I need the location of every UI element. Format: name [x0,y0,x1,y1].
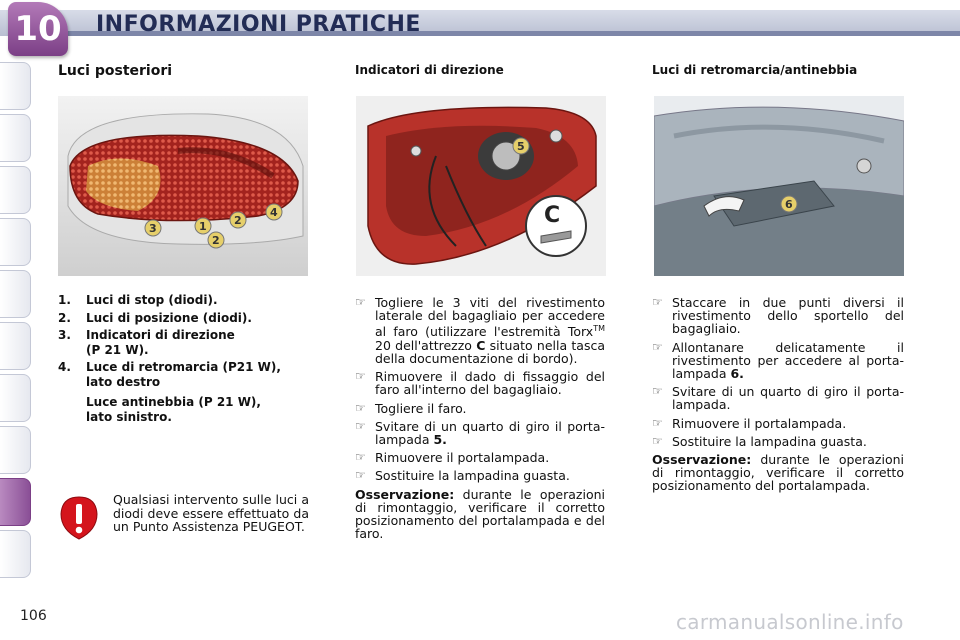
svg-text:4: 4 [270,206,278,219]
chapter-tab-10-active[interactable] [0,478,31,526]
instruction-step: ☞ Togliere il faro. [355,400,467,416]
direction-indicator-illustration [356,96,606,276]
svg-text:C: C [544,203,561,228]
pointing-hand-icon: ☞ [355,450,366,465]
legend-number: 4. [58,360,71,374]
warning-icon [60,496,98,540]
pointing-hand-icon: ☞ [355,295,366,309]
instruction-step: ☞ Sostituire la lampadina guasta. [355,468,570,484]
pointing-hand-icon: ☞ [652,433,663,448]
instruction-step: ☞ Rimuovere il portalampada. [355,450,550,466]
svg-text:3: 3 [149,222,157,235]
instruction-step: ☞ Rimuovere il dado di fissaggio del faro all'interno del bagagliaio. [355,369,605,398]
section-heading-reverse-fog: Luci di retromarcia/antinebbia [652,63,858,77]
legend-number: 2. [58,310,71,325]
page-header [0,0,960,49]
callout-2-lower [208,232,224,248]
chapter-tab-11[interactable] [0,530,31,578]
chapter-tab-4[interactable] [0,218,31,266]
pointing-hand-icon: ☞ [652,339,663,354]
chapter-tabs [0,62,34,578]
chapter-tab-8[interactable] [0,426,31,474]
instruction-step: ☞ Togliere le 3 viti del rivestimento laterale del bagagliaio per accedere al faro (utilizzare l'estremità Torx™ 20 dell'attrezzo C situato nella tasca della documentazione di bordo). [355,295,606,366]
chapter-badge: 10 [8,2,68,56]
chapter-tab-6[interactable] [0,322,31,370]
callout-3 [145,220,161,236]
svg-text:2: 2 [234,214,242,227]
instruction-step: ☞ Svitare di un quarto di giro il porta-lampada 5. [355,418,605,447]
callout-5 [513,138,529,154]
instruction-step: ☞ Svitare di un quarto di giro il porta-lampada. [652,384,904,413]
pointing-hand-icon: ☞ [652,295,663,309]
legend-text: Luce di retromarcia (P21 W), lato destro [86,360,281,389]
svg-text:1: 1 [199,220,207,233]
legend-text: Luci di stop (diodi). [86,293,218,307]
svg-text:2: 2 [212,234,220,247]
chapter-tab-1[interactable] [0,62,31,110]
svg-text:5: 5 [517,140,525,153]
legend-text: Luci di posizione (diodi). [86,310,252,325]
pointing-hand-icon: ☞ [355,369,366,384]
legend-item [58,293,318,308]
chapter-tab-5[interactable] [0,270,31,318]
section-heading-direction-indicators: Indicatori di direzione [355,63,504,77]
pointing-hand-icon: ☞ [652,415,663,430]
rear-lights-legend [58,293,318,427]
legend-item [58,328,318,357]
observation-note: Osservazione: durante le operazioni di rimontaggio, verificare il corretto posizionamento del portalampada. [652,452,904,494]
instruction-step: ☞ Staccare in due punti diversi il rivestimento dello sportello del bagagliaio. [652,295,904,337]
page-title: INFORMAZIONI PRATICHE [96,12,421,37]
legend-item [58,311,318,326]
observation-note: Osservazione: durante le operazioni di rimontaggio, verificare il corretto posizionamento del portalampada e del faro. [355,486,605,542]
chapter-tab-3[interactable] [0,166,31,214]
legend-number: 1. [58,293,71,307]
reverse-fog-illustration [654,96,904,276]
page-number: 106 [20,608,47,624]
callout-4 [266,204,282,220]
legend-item [58,360,318,389]
rear-lamp-illustration [58,96,308,276]
reverse-fog-instructions [652,296,904,493]
chapter-tab-7[interactable] [0,374,31,422]
pointing-hand-icon: ☞ [355,400,366,415]
pointing-hand-icon: ☞ [652,384,663,399]
tool-c-inset [526,196,586,256]
direction-indicator-instructions [355,296,605,540]
pointing-hand-icon: ☞ [355,418,366,433]
callout-1 [195,218,211,234]
instruction-step: ☞ Sostituire la lampadina guasta. [652,433,867,449]
legend-text-extra: Luce antinebbia (P 21 W), lato sinistro. [86,395,261,424]
instruction-step: ☞ Rimuovere il portalampada. [652,415,847,431]
legend-number: 3. [58,328,71,342]
section-heading-rear-lights: Luci posteriori [58,63,173,79]
pointing-hand-icon: ☞ [355,468,366,483]
watermark: carmanualsonline.info [676,610,904,634]
svg-text:6: 6 [785,198,793,211]
legend-item-extra [58,392,318,424]
warning-text: Qualsiasi intervento sulle luci a diodi deve essere effettuato da un Punto Assistenza PEUGEOT. [113,492,309,534]
instruction-step: ☞ Allontanare delicatamente il rivestimento per accedere al porta-lampada 6. [652,339,904,382]
callout-2 [230,212,246,228]
legend-text: Indicatori di direzione (P 21 W). [86,328,235,357]
chapter-tab-2[interactable] [0,114,31,162]
callout-6 [781,196,797,212]
